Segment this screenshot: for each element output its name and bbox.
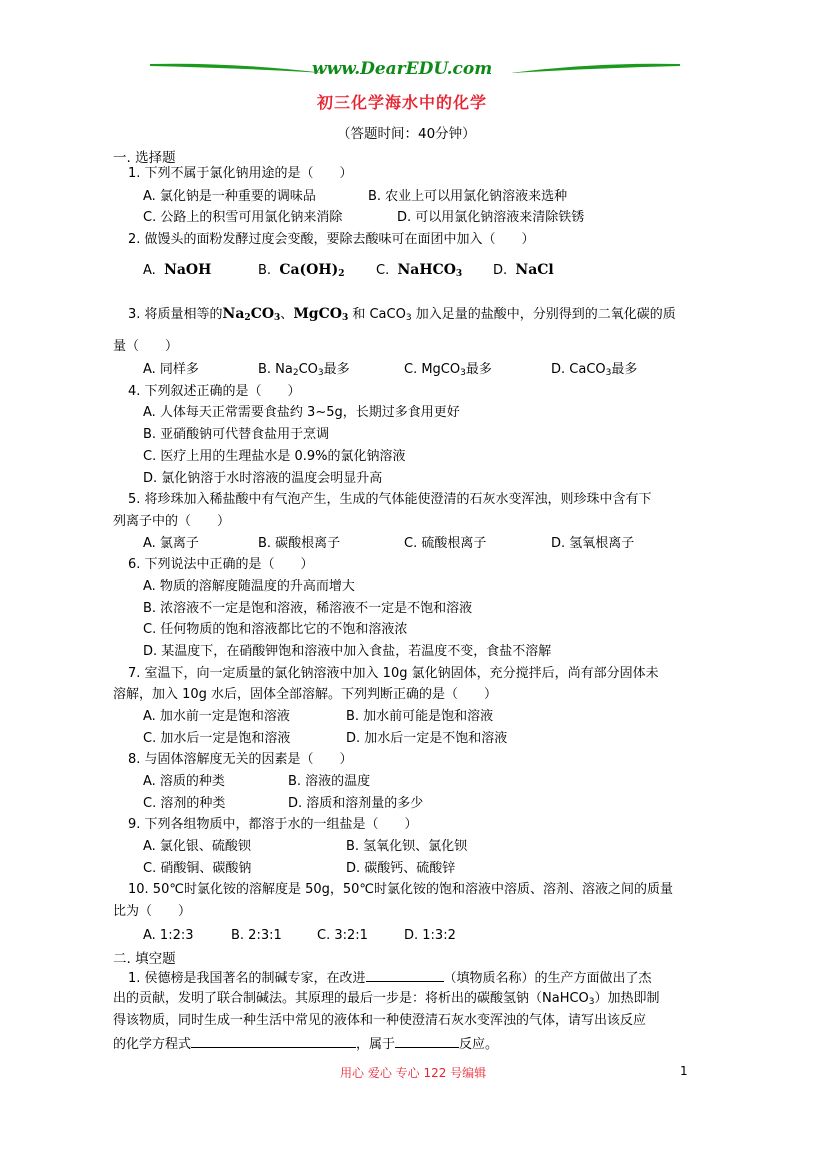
fill-q1-l2: 出的贡献，发明了联合制碱法。其原理的最后一步是：将析出的碳酸氢钠（NaHCO [113, 991, 589, 1006]
q2-b-formula [279, 262, 344, 278]
fill-question-1-line-2 [113, 991, 660, 1007]
q3-d-sub: 3 [605, 368, 612, 378]
question-6-stem: 6. 下列说法中正确的是（ ） [128, 557, 314, 572]
fill-q1-l2-post: ）加热即制 [594, 991, 660, 1006]
q1-option-c: C. 公路上的积雪可用氯化钠来消除 [143, 210, 343, 225]
fill-blank-reaction-type[interactable] [395, 1035, 459, 1048]
q7-option-b: B. 加水前可能是饱和溶液 [346, 709, 494, 724]
q2-option-a [143, 262, 211, 279]
q2-c-sub: 3 [455, 269, 463, 279]
fill-blank-equation[interactable] [191, 1035, 356, 1048]
question-5-line-1: 5. 将珍珠加入稀盐酸中有气泡产生，生成的气体能使澄清的石灰水变浑浊，则珍珠中含有下 [128, 492, 652, 507]
q2-c-formula-main: NaHCO [397, 262, 456, 278]
question-9-stem: 9. 下列各组物质中，都溶于水的一组盐是（ ） [128, 817, 418, 832]
question-3-line-2: 量（ ） [113, 339, 179, 354]
q7-option-d: D. 加水后一定是不饱和溶液 [346, 731, 508, 746]
q2-option-c [376, 262, 462, 279]
q3-b-sub1: 2 [292, 368, 299, 378]
fill-question-1-line-3: 得该物质，同时生成一种生活中常见的液体和一种使澄清石灰水变浑浊的气体，请写出该反应 [113, 1013, 647, 1028]
q2-d-letter: D. [493, 263, 508, 278]
q9-option-a: A. 氯化银、硫酸钡 [143, 839, 251, 854]
q2-c-formula [397, 262, 462, 278]
q6-option-d: D. 某温度下，在硝酸钾饱和溶液中加入食盐，若温度不变，食盐不溶解 [143, 644, 552, 659]
q3-formula-mgco3 [293, 306, 348, 322]
fill-q1-l4-pre: 的化学方程式 [113, 1037, 192, 1052]
q2-a-formula: NaOH [164, 262, 212, 278]
page-title: 初三化学海水中的化学 [317, 93, 488, 112]
q3-option-d [551, 362, 637, 378]
q2-b-formula-main: Ca(OH) [279, 262, 339, 278]
question-2-stem: 2. 做馒头的面粉发酵过度会变酸，要除去酸味可在面团中加入（ ） [128, 232, 535, 247]
q3-c-main: C. MgCO [404, 362, 461, 377]
q4-option-a: A. 人体每天正常需要食盐约 3~5g，长期过多食用更好 [143, 405, 460, 420]
fill-q1-l4-mid: ，属于 [356, 1037, 396, 1052]
question-7-line-2: 溶解，加入 10g 水后，固体全部溶解。下列判断正确的是（ ） [113, 687, 498, 702]
q5-option-d: D. 氢氧根离子 [551, 536, 635, 551]
q3-option-b: B. $Na_2CO_3$最多 [258, 362, 350, 378]
q2-option-b [258, 262, 344, 279]
q3-b-tail: 最多 [323, 362, 350, 377]
q6-option-c: C. 任何物质的饱和溶液都比它的不饱和溶液浓 [143, 622, 408, 637]
q7-option-a: A. 加水前一定是饱和溶液 [143, 709, 290, 724]
q6-option-b: B. 浓溶液不一定是饱和溶液，稀溶液不一定是不饱和溶液 [143, 601, 473, 616]
q5-option-b: B. 碳酸根离子 [258, 536, 341, 551]
fill-question-1-line-1 [128, 969, 652, 987]
q1-option-d: D. 可以用氯化钠溶液来清除铁锈 [397, 210, 585, 225]
q8-option-a: A. 溶质的种类 [143, 774, 225, 789]
q5-option-a: A. 氯离子 [143, 536, 199, 551]
site-logo: www.DearEDU.com [312, 59, 493, 79]
question-10-line-1: 10. 50℃时氯化铵的溶解度是 50g，50℃时氯化铵的饱和溶液中溶质、溶剂、溶液之间的质量 [128, 882, 674, 897]
header-swoosh-right [510, 60, 680, 76]
time-note: （答题时间：40分钟） [337, 126, 476, 142]
q3-mid-sub: 3 [405, 313, 412, 323]
q2-a-letter: A. [143, 263, 156, 278]
q8-option-b: B. 溶液的温度 [288, 774, 371, 789]
question-3-line-1 [128, 306, 676, 323]
section-heading-choice: 一. 选择题 [113, 150, 176, 166]
q3-b-sub2: 3 [317, 368, 324, 378]
fill-q1-l4-post: 反应。 [459, 1037, 499, 1052]
q3-f1-main: Na [222, 306, 245, 322]
fill-q1-l1-post: （填物质名称）的生产方面做出了杰 [443, 971, 652, 986]
q9-option-d: D. 碳酸钙、硫酸锌 [346, 861, 456, 876]
fill-q1-l2-sub: 3 [588, 997, 595, 1007]
q3-c-tail: 最多 [465, 362, 492, 377]
q3-d-main: D. CaCO [551, 362, 606, 377]
q3-b-main: B. Na [258, 362, 293, 377]
fill-blank-substance[interactable] [366, 969, 444, 982]
q2-d-formula: NaCl [515, 262, 554, 278]
footer-slogan: 用心 爱心 专心 122 号编辑 [340, 1066, 487, 1080]
page-number: 1 [680, 1064, 688, 1078]
q3-formula-na2co3: $Na_2CO_3$ [222, 306, 281, 323]
q3-stem-pre: 3. 将质量相等的 [128, 307, 223, 322]
q3-stem-mid: 和 CaCO [352, 307, 406, 322]
q3-f2-main: MgCO [293, 306, 342, 322]
q6-option-a: A. 物质的溶解度随温度的升高而增大 [143, 579, 355, 594]
q3-stem-post: 加入足量的盐酸中，分别得到的二氧化碳的质 [415, 307, 676, 322]
q3-f2-sub: 3 [341, 313, 349, 323]
q2-b-letter: B. [258, 263, 272, 278]
q1-option-b: B. 农业上可以用氯化钠溶液来选种 [368, 189, 568, 204]
q10-option-a: A. 1:2:3 [143, 928, 194, 943]
question-4-stem: 4. 下列叙述正确的是（ ） [128, 384, 301, 399]
question-7-line-1: 7. 室温下，向一定质量的氯化钠溶液中加入 10g 氯化钠固体，充分搅拌后，尚有部分固体未 [128, 666, 659, 681]
question-8-stem: 8. 与固体溶解度无关的因素是（ ） [128, 752, 353, 767]
q5-option-c: C. 硫酸根离子 [404, 536, 487, 551]
q1-option-a: A. 氯化钠是一种重要的调味品 [143, 189, 316, 204]
q3-option-a: A. 同样多 [143, 362, 199, 377]
question-5-line-2: 列离子中的（ ） [113, 514, 231, 529]
q7-option-c: C. 加水后一定是饱和溶液 [143, 731, 291, 746]
section-heading-fill: 二. 填空题 [113, 951, 176, 967]
q10-option-d: D. 1:3:2 [404, 928, 456, 943]
q2-option-d [493, 262, 554, 279]
question-10-line-2: 比为（ ） [113, 904, 192, 919]
q2-b-sub: 2 [338, 269, 345, 279]
q3-f1-sub2: 3 [274, 313, 281, 323]
q8-option-d: D. 溶质和溶剂量的多少 [288, 796, 424, 811]
q3-option-c [404, 362, 492, 378]
q4-option-b: B. 亚硝酸钠可代替食盐用于烹调 [143, 427, 330, 442]
q2-c-letter: C. [376, 263, 390, 278]
q3-f1-sub1: 2 [244, 313, 251, 323]
q3-separator: 、 [280, 307, 294, 322]
q4-option-d: D. 氯化钠溶于水时溶液的温度会明显升高 [143, 471, 383, 486]
q10-option-b: B. 2:3:1 [231, 928, 282, 943]
header-swoosh-left [150, 60, 325, 76]
q8-option-c: C. 溶剂的种类 [143, 796, 226, 811]
q3-c-sub: 3 [460, 368, 466, 378]
q10-option-c: C. 3:2:1 [317, 928, 368, 943]
q9-option-b: B. 氢氧化钡、氯化钡 [346, 839, 468, 854]
fill-question-1-line-4 [113, 1035, 498, 1053]
q4-option-c: C. 医疗上用的生理盐水是 0.9%的氯化钠溶液 [143, 449, 406, 464]
question-1-stem: 1. 下列不属于氯化钠用途的是（ ） [128, 166, 353, 181]
q3-d-tail: 最多 [611, 362, 638, 377]
q9-option-c: C. 硝酸铜、碳酸钠 [143, 861, 252, 876]
fill-q1-l1-pre: 1. 侯德榜是我国著名的制碱专家，在改进 [128, 971, 366, 986]
